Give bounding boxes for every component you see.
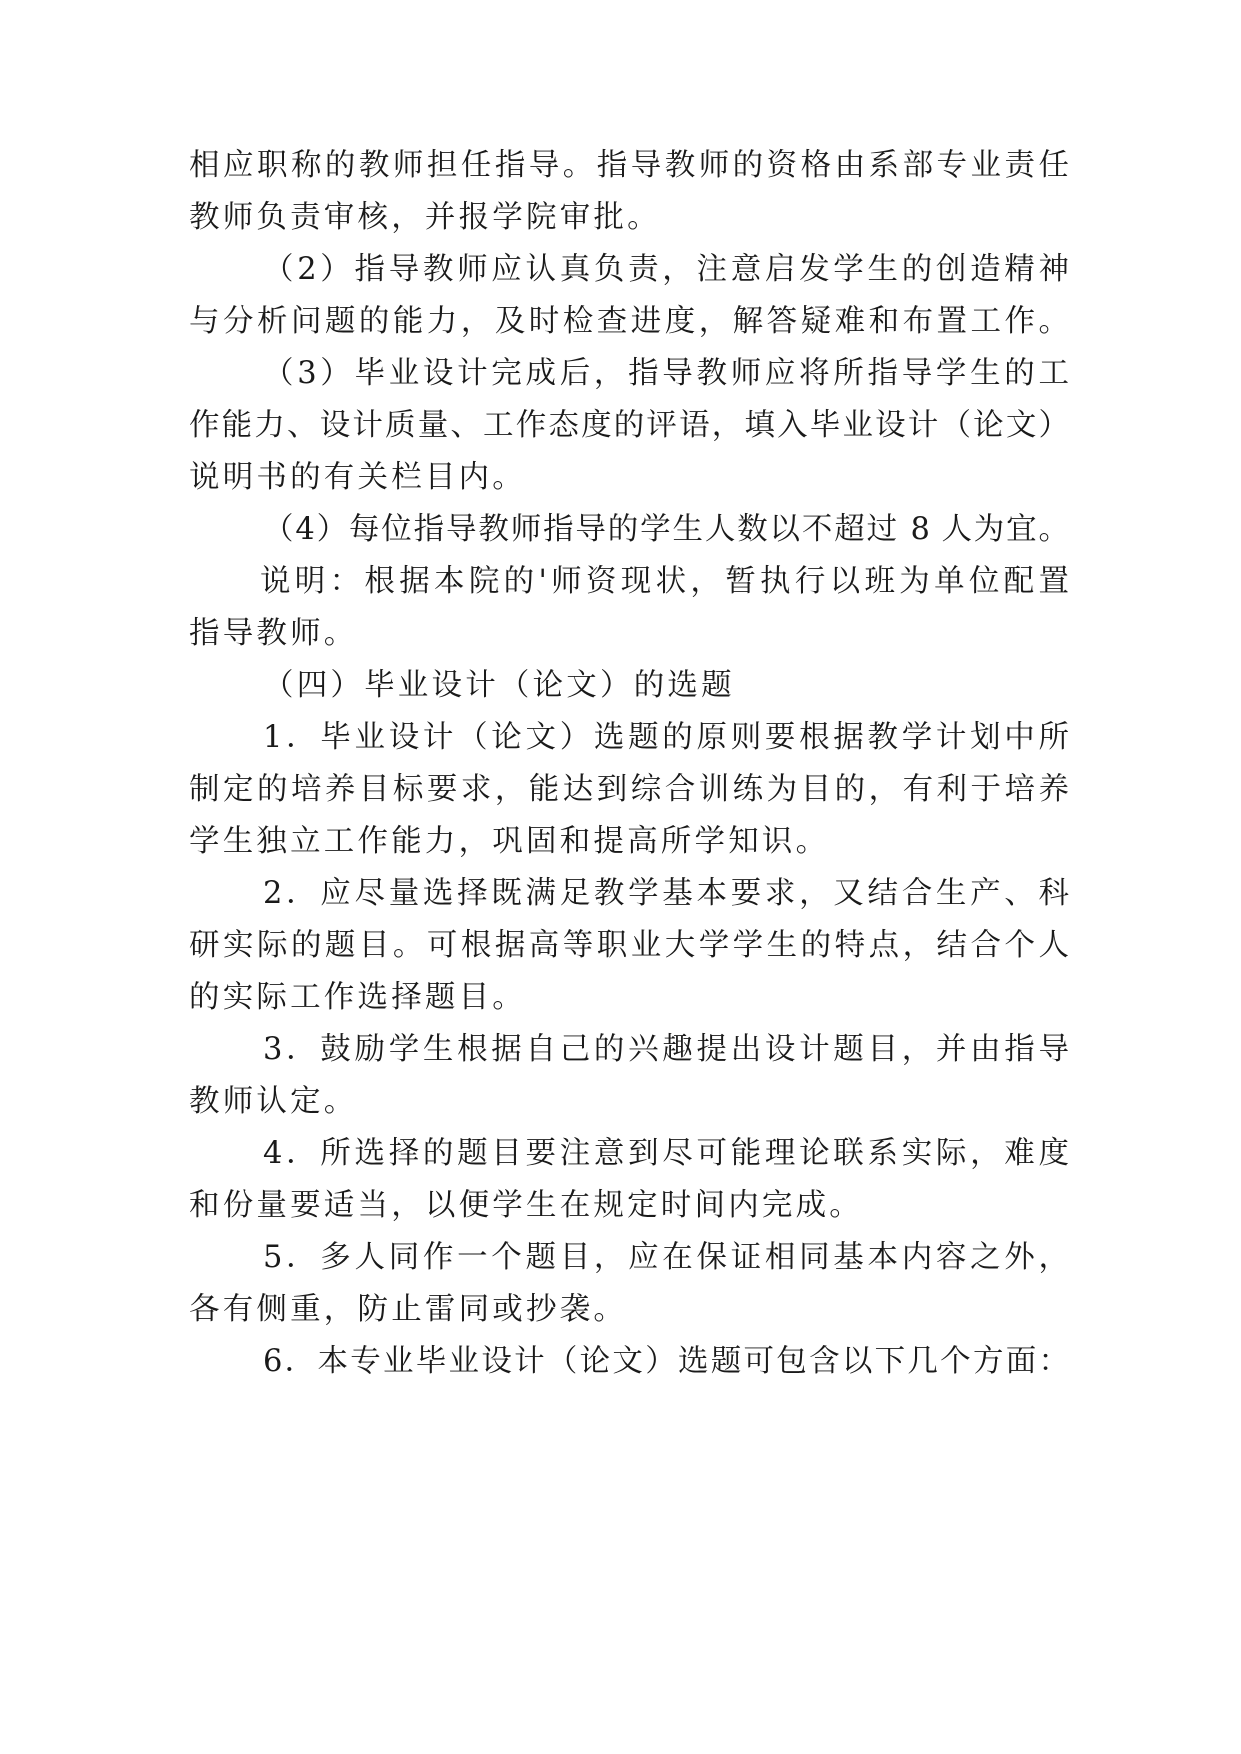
text-line: 说明书的有关栏目内。	[189, 460, 526, 495]
text-line: 2．应尽量选择既满足教学基本要求，又结合生产、科	[263, 876, 1069, 911]
text-line: 学生独立工作能力，巩固和提高所学知识。	[189, 824, 830, 859]
text-line: 6．本专业毕业设计（论文）选题可包含以下几个方面：	[263, 1344, 1069, 1379]
text-line: 教师认定。	[189, 1084, 358, 1119]
text-line: 相应职称的教师担任指导。指导教师的资格由系部专业责任	[189, 148, 1069, 183]
text-line: 作能力、设计质量、工作态度的评语，填入毕业设计（论文）	[189, 408, 1069, 443]
text-line: 制定的培养目标要求，能达到综合训练为目的，有利于培养	[189, 772, 1069, 807]
text-line: 和份量要适当，以便学生在规定时间内完成。	[189, 1188, 863, 1223]
text-line: 指导教师。	[189, 616, 358, 651]
text-line: 说明：根据本院的'师资现状，暂执行以班为单位配置	[260, 564, 1069, 599]
text-line: 5．多人同作一个题目，应在保证相同基本内容之外，	[263, 1240, 1069, 1275]
text-line: 的实际工作选择题目。	[189, 980, 526, 1015]
section-heading: （四）毕业设计（论文）的选题	[263, 668, 735, 703]
text-line: 各有侧重，防止雷同或抄袭。	[189, 1292, 628, 1327]
text-line: 1．毕业设计（论文）选题的原则要根据教学计划中所	[263, 720, 1069, 755]
text-line: 与分析问题的能力，及时检查进度，解答疑难和布置工作。	[189, 304, 1069, 339]
text-line: （2）指导教师应认真负责，注意启发学生的创造精神	[263, 252, 1069, 287]
text-line: 4．所选择的题目要注意到尽可能理论联系实际，难度	[263, 1136, 1069, 1171]
text-line: 3．鼓励学生根据自己的兴趣提出设计题目，并由指导	[263, 1032, 1069, 1067]
text-line: （4）每位指导教师指导的学生人数以不超过 8 人为宜。	[263, 512, 1069, 547]
text-line: （3）毕业设计完成后，指导教师应将所指导学生的工	[263, 356, 1069, 391]
text-line: 研实际的题目。可根据高等职业大学学生的特点，结合个人	[189, 928, 1069, 963]
text-line: 教师负责审核，并报学院审批。	[189, 200, 661, 235]
